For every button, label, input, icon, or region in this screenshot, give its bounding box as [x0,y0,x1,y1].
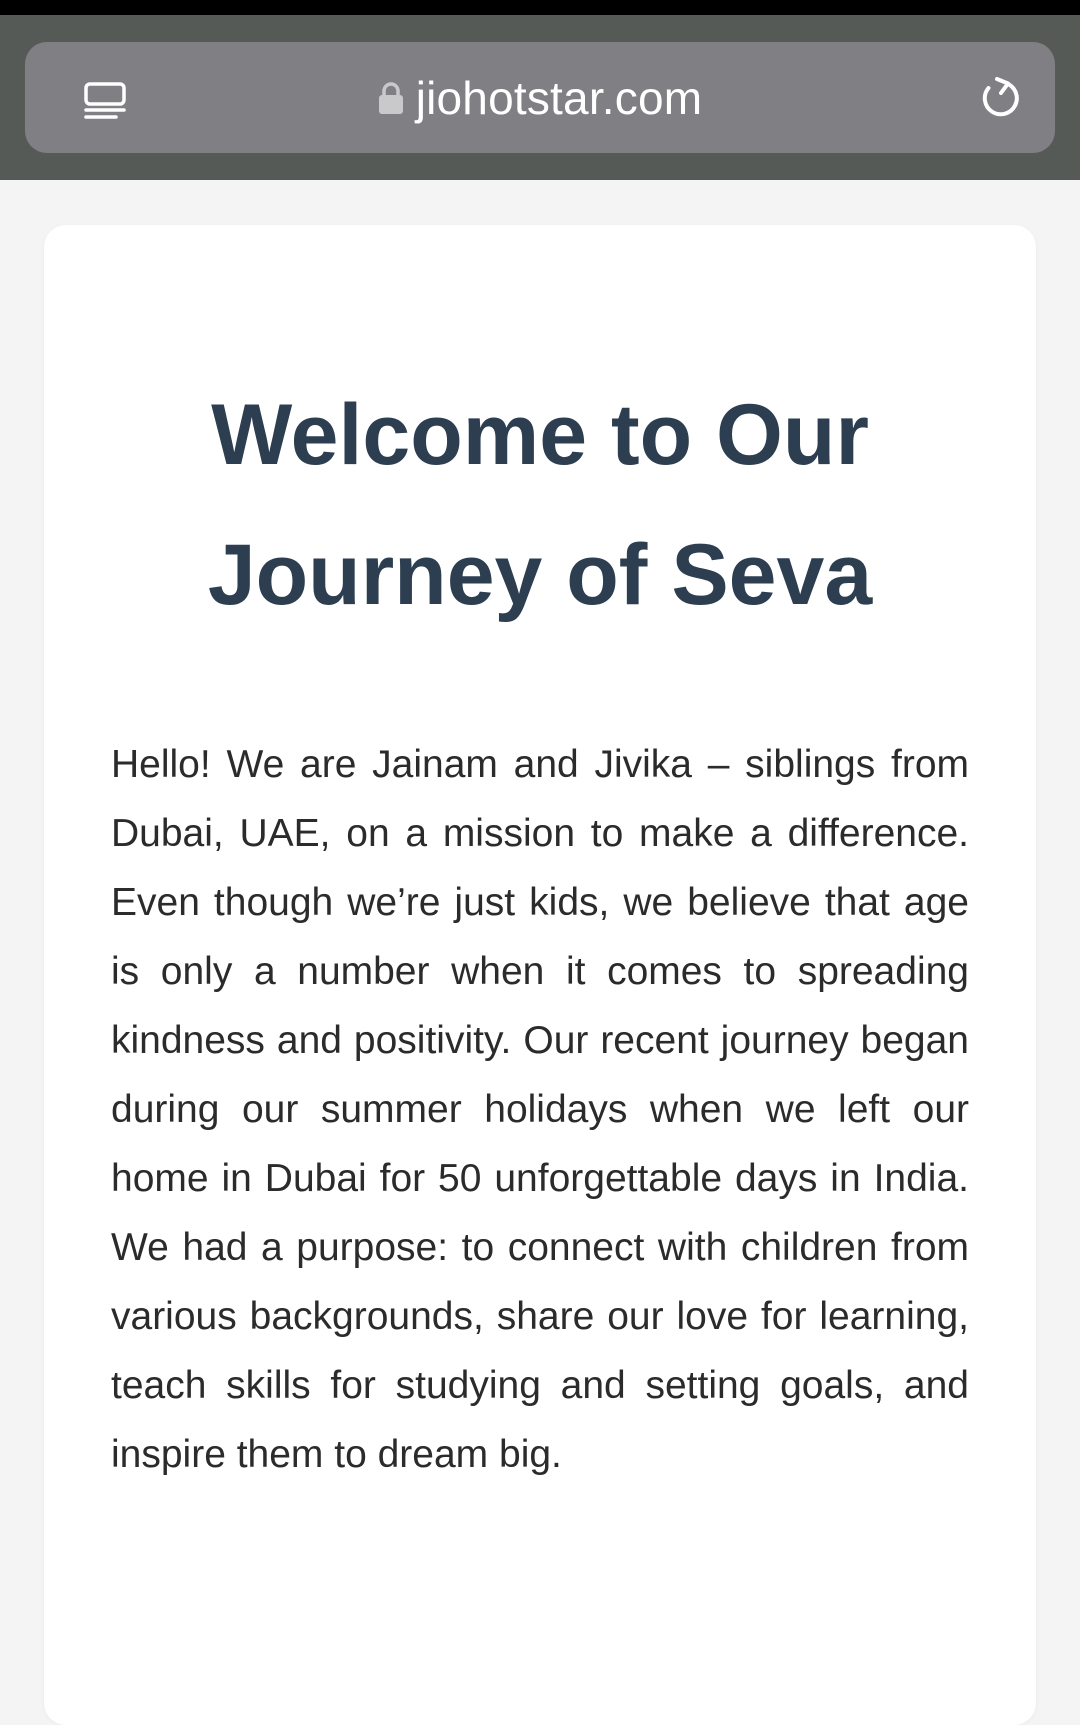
lock-icon [378,81,404,115]
url-display[interactable] [25,72,1055,124]
page-title-line-1: Welcome to Our [211,387,869,483]
intro-paragraph: Hello! We are Jainam and Jivika – siblings from Dubai, UAE, on a mission to make a difference. Even though we’re just kids, we believe that age is only a number when it comes to spreading kindness and positivity. Our recent journey began during our summer holidays when we left our home in Dubai for 50 unforgettable days in India. We had a purpose: to connect with children from various backgrounds, share our love for learning, teach skills for studying and setting goals, and inspire them to dream big. [111,743,969,1476]
browser-toolbar [0,15,1080,180]
page-title [44,365,1036,645]
reload-icon[interactable] [977,74,1025,122]
content-card [44,225,1036,1725]
status-bar-strip [0,0,1080,15]
page-title-line-2: Journey of Seva [207,527,873,623]
address-bar[interactable] [25,42,1055,153]
url-text[interactable]: jiohotstar.com [415,72,703,124]
